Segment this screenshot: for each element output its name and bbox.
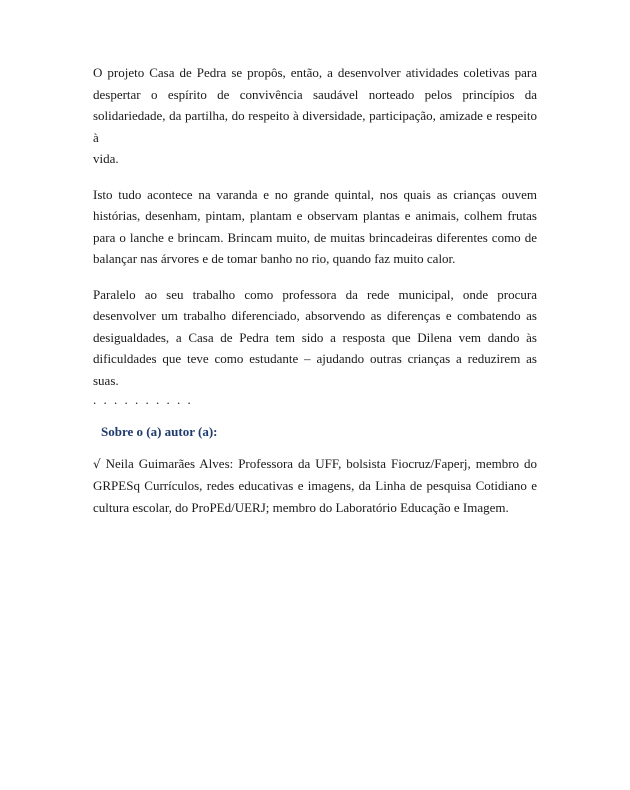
text-line: solidariedade, da partilha, do respeito à diversidade, participação, amizade e respeito à [93,108,537,145]
text-line: Isto tudo acontece na varanda e no grande quintal, nos quais as crianças ouvem [93,186,537,202]
text-line: dificuldades que teve como estudante – ajudando outras crianças a reduzirem as suas. [93,351,537,388]
text-line: cultura escolar, do ProPEd/UERJ; membro do Laboratório Educação e Imagem. [93,500,509,515]
text-line: para o lanche e brincam. Brincam muito, de muitas brincadeiras diferentes como de [93,229,537,245]
paragraph-casa-de-pedra-project [93,62,537,170]
paragraph-teacher-work [93,284,537,410]
text-line: desigualdades, a Casa de Pedra tem sido a resposta que Dilena vem dando às [93,329,537,345]
paragraph-activities [93,184,537,270]
document-page [93,62,537,519]
text-line: balançar nas árvores e de tomar banho no rio, quando faz muito calor. [93,251,456,266]
author-section-heading: Sobre o (a) autor (a): [101,424,218,439]
text-line: GRPESq Currículos, redes educativas e imagens, da Linha de pesquisa Cotidiano e [93,478,537,493]
text-line: O projeto Casa de Pedra se propôs, então, a desenvolver atividades coletivas para [93,65,537,80]
text-line: histórias, desenham, pintam, plantam e observam plantas e animais, colhem frutas [93,208,537,223]
text-line [93,453,537,475]
ellipsis-dots: . . . . . . . . . . [93,392,193,407]
text-line: Paralelo ao seu trabalho como professora da rede municipal, onde procura [93,286,537,302]
author-bio [93,453,537,519]
text-line: desenvolver um trabalho diferenciado, absorvendo as diferenças e combatendo as [93,308,537,323]
bio-text: Neila Guimarães Alves: Professora da UFF, bolsista Fiocruz/Faperj, membro do [105,456,538,471]
text-line: vida. [93,151,119,166]
text-line: despertar o espírito de convivência saudável norteado pelos princípios da [93,86,537,102]
checkmark-bullet-icon: √ [93,457,101,471]
